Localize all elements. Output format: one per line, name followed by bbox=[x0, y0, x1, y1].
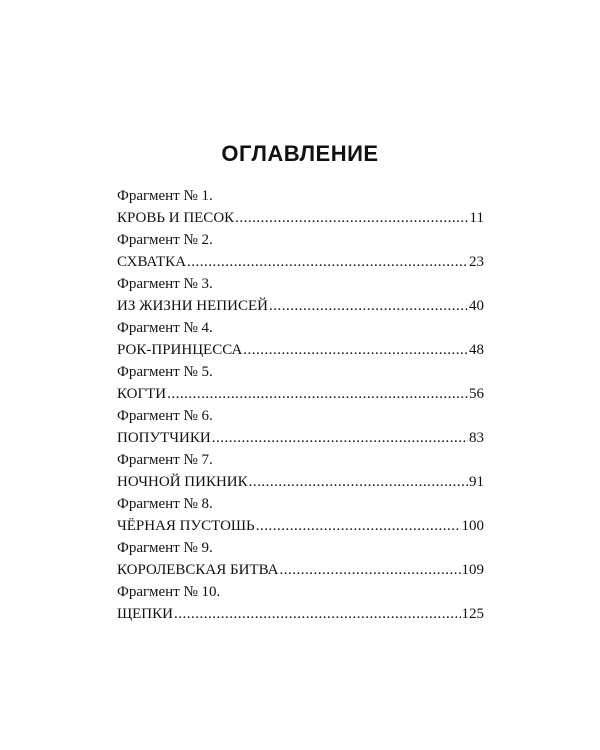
fragment-label: Фрагмент № 10. bbox=[117, 584, 221, 600]
chapter-line bbox=[117, 559, 484, 581]
dot-leader bbox=[243, 339, 468, 361]
toc-entry bbox=[117, 317, 484, 361]
fragment-label: Фрагмент № 8. bbox=[117, 496, 213, 512]
toc-entry bbox=[117, 449, 484, 493]
page-number: 23 bbox=[469, 254, 484, 270]
page-number: 125 bbox=[461, 606, 484, 622]
chapter-line bbox=[117, 427, 484, 449]
fragment-label: Фрагмент № 3. bbox=[117, 276, 213, 292]
dot-leader bbox=[174, 603, 461, 625]
chapter-title: РОК-ПРИНЦЕССА bbox=[117, 342, 243, 358]
fragment-label: Фрагмент № 1. bbox=[117, 188, 213, 204]
toc-entry bbox=[117, 493, 484, 537]
dot-leader bbox=[256, 515, 461, 537]
toc-entry bbox=[117, 361, 484, 405]
fragment-label: Фрагмент № 9. bbox=[117, 540, 213, 556]
dot-leader bbox=[249, 471, 468, 493]
dot-leader bbox=[235, 207, 468, 229]
fragment-label: Фрагмент № 5. bbox=[117, 364, 213, 380]
chapter-line bbox=[117, 207, 484, 229]
chapter-title: КОГТИ bbox=[117, 386, 167, 402]
toc-entry bbox=[117, 229, 484, 273]
page-number: 56 bbox=[469, 386, 484, 402]
fragment-label: Фрагмент № 2. bbox=[117, 232, 213, 248]
fragment-label: Фрагмент № 7. bbox=[117, 452, 213, 468]
page-number: 48 bbox=[469, 342, 484, 358]
toc-entry bbox=[117, 581, 484, 625]
chapter-title: КОРОЛЕВСКАЯ БИТВА bbox=[117, 562, 279, 578]
chapter-title: НОЧНОЙ ПИКНИК bbox=[117, 474, 248, 490]
page-number: 100 bbox=[461, 518, 484, 534]
chapter-title: ПОПУТЧИКИ bbox=[117, 430, 211, 446]
fragment-label: Фрагмент № 4. bbox=[117, 320, 213, 336]
page-number: 91 bbox=[469, 474, 484, 490]
toc-entry bbox=[117, 537, 484, 581]
chapter-title: КРОВЬ И ПЕСОК bbox=[117, 210, 235, 226]
page-number: 40 bbox=[469, 298, 484, 314]
toc-list bbox=[117, 185, 484, 625]
toc-entry bbox=[117, 185, 484, 229]
chapter-title: ИЗ ЖИЗНИ НЕПИСЕЙ bbox=[117, 298, 268, 314]
page-number: 109 bbox=[461, 562, 484, 578]
chapter-line bbox=[117, 603, 484, 625]
toc-title: ОГЛАВЛЕНИЕ bbox=[221, 141, 379, 166]
chapter-line bbox=[117, 515, 484, 537]
dot-leader bbox=[212, 427, 468, 449]
page-number: 11 bbox=[469, 210, 484, 226]
chapter-title: ЩЕПКИ bbox=[117, 606, 173, 622]
toc-entry bbox=[117, 273, 484, 317]
chapter-line bbox=[117, 251, 484, 273]
fragment-label: Фрагмент № 6. bbox=[117, 408, 213, 424]
dot-leader bbox=[269, 295, 468, 317]
chapter-line bbox=[117, 339, 484, 361]
chapter-title: ЧЁРНАЯ ПУСТОШЬ bbox=[117, 518, 255, 534]
page-number: 83 bbox=[469, 430, 484, 446]
chapter-line bbox=[117, 383, 484, 405]
dot-leader bbox=[187, 251, 468, 273]
dot-leader bbox=[167, 383, 468, 405]
chapter-title: СХВАТКА bbox=[117, 254, 187, 270]
chapter-line bbox=[117, 295, 484, 317]
dot-leader bbox=[280, 559, 461, 581]
toc-entry bbox=[117, 405, 484, 449]
chapter-line bbox=[117, 471, 484, 493]
